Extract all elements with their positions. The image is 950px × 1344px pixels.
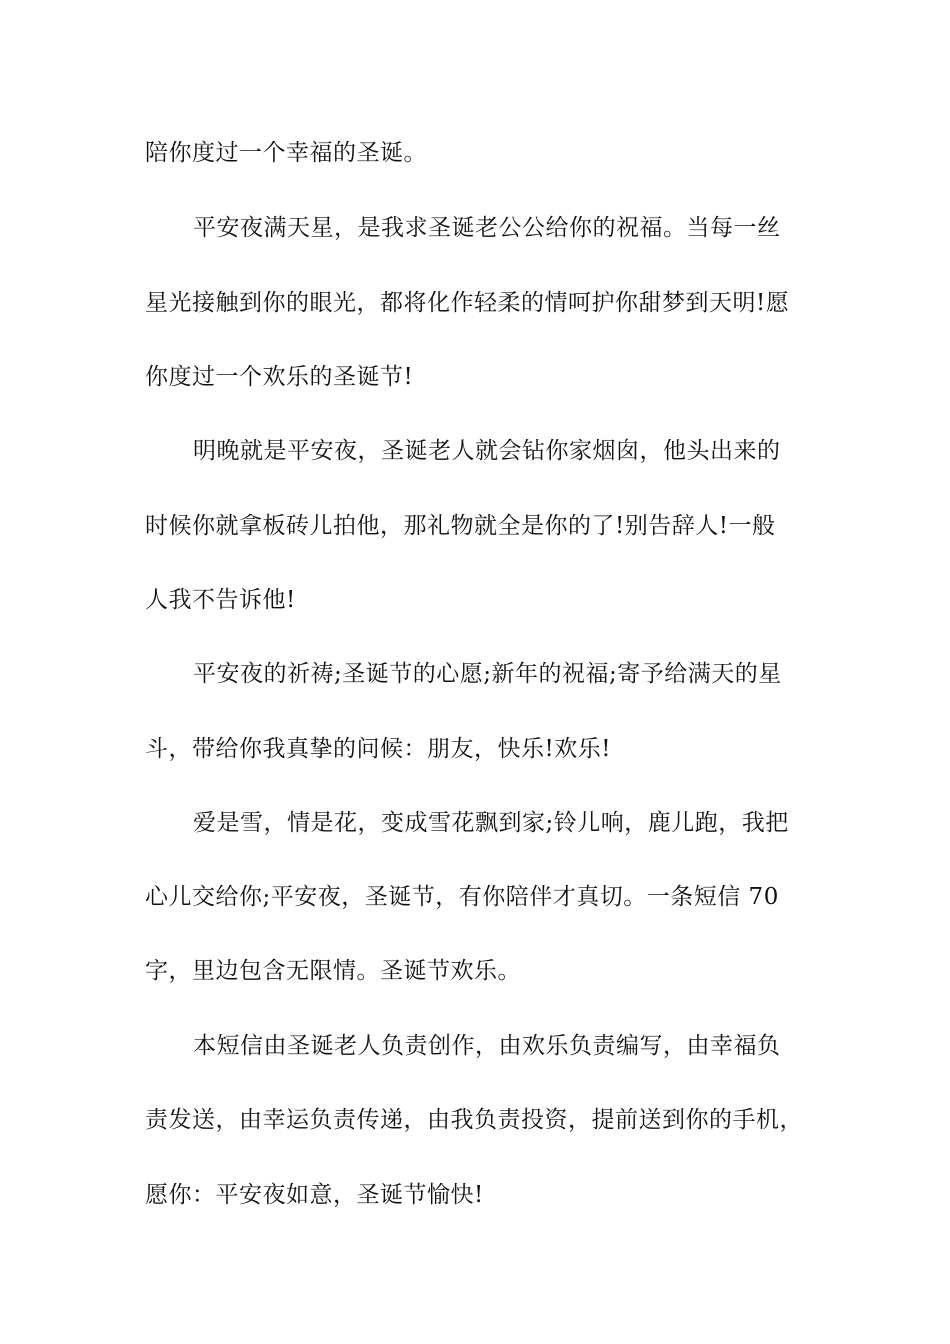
paragraph-line: 人我不告诉他! [145,587,296,613]
paragraph-line: 时候你就拿板砖儿拍他，那礼物就全是你的了!别告辞人!一般 [145,513,776,539]
paragraph-line: 心儿交给你;平安夜，圣诞节，有你陪伴才真切。一条短信 70 [145,884,779,910]
paragraph-line: 平安夜满天星，是我求圣诞老公公给你的祝福。当每一丝 [193,215,781,241]
paragraph-line: 愿你：平安夜如意，圣诞节愉快! [145,1182,484,1208]
paragraph-line: 你度过一个欢乐的圣诞节! [145,364,414,390]
paragraph-line: 字，里边包含无限情。圣诞节欢乐。 [145,958,521,984]
paragraph-line: 本短信由圣诞老人负责创作，由欢乐负责编写，由幸福负 [193,1033,781,1059]
paragraph-line: 责发送，由幸运负责传递，由我负责投资，提前送到你的手机， [145,1107,803,1133]
paragraph-line: 陪你度过一个幸福的圣诞。 [145,140,427,166]
paragraph-line: 斗，带给你我真挚的问候：朋友，快乐!欢乐! [145,736,611,762]
paragraph-line: 明晚就是平安夜，圣诞老人就会钻你家烟囱，他头出来的 [193,438,781,464]
paragraph-line: 爱是雪，情是花，变成雪花飘到家;铃儿响，鹿儿跑，我把 [193,810,789,836]
paragraph-line: 星光接触到你的眼光，都将化作轻柔的情呵护你甜梦到天明!愿 [145,290,790,316]
paragraph-line: 平安夜的祈祷;圣诞节的心愿;新年的祝福;寄予给满天的星 [193,661,782,687]
